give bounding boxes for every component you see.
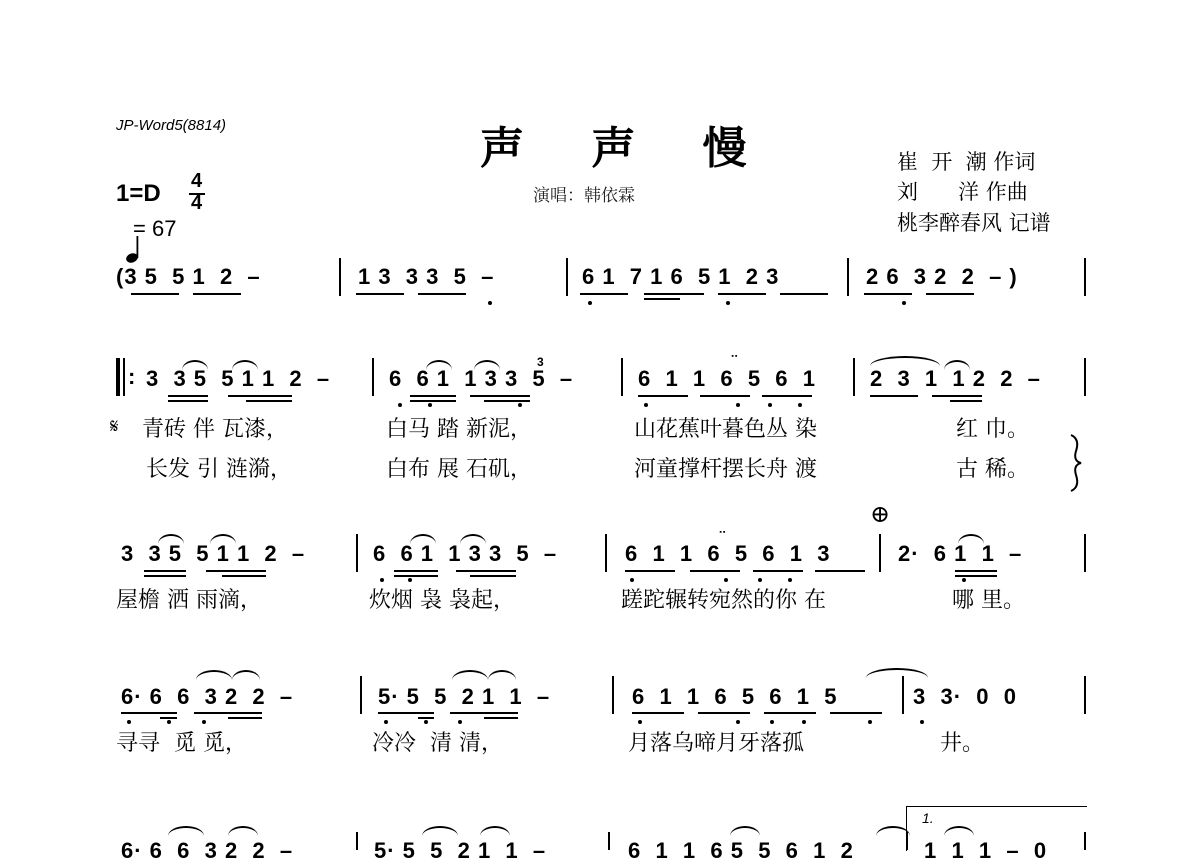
ornament-icon: ⠒ [718,526,727,540]
octave-dot [758,578,762,582]
measure-3-2: 6 6 1 1 3 3 5 – [373,541,558,566]
measure-2-3: 6 1 1 6 5 6 1 [638,366,816,391]
measure-1-3: 6 1 7 1 6 5 1 2 3 [582,264,780,289]
measure-2-2: 6 6 1 1 3 3 5 – [389,366,574,391]
beam [932,395,982,397]
beam [690,570,740,572]
octave-dot [868,720,872,724]
time-signature-top: 4 [191,170,203,192]
lyric-3-1: 屋檐 洒 雨滴， [116,588,262,613]
repeat-dots: : [128,364,137,389]
time-signature-bottom: 4 [191,192,203,214]
octave-dot [770,720,774,724]
lyric-2-5: 长发 引 涟漪， [146,457,292,482]
beam [168,400,208,402]
beam [625,570,675,572]
measure-4-2: 5· 5 5 2 1 1 – [378,684,551,709]
verse-brace-icon [1048,414,1084,516]
beam [950,400,982,402]
octave-dot [588,301,592,305]
beam [450,712,518,714]
composer-credit: 刘 洋 作曲 [897,180,1028,204]
slur [210,534,236,544]
lyric-3-4: 哪 里。 [952,588,1025,613]
barline [339,258,341,296]
beam [228,717,262,719]
octave-dot [638,720,642,724]
beam [228,395,292,397]
beam [121,712,177,714]
beam [955,570,997,572]
beam [644,298,680,300]
beam [700,395,750,397]
slur [168,826,204,836]
measure-1-2: 1 3 3 3 5 – [358,264,495,289]
octave-dot [202,720,206,724]
singer-credit: 演唱：韩依霖 [533,186,635,206]
measure-3-4: 2· 6 1 1 – [898,541,1023,566]
slur [410,534,436,544]
beam [246,400,292,402]
beam [955,575,997,577]
key-signature: 1=D [116,180,161,207]
repeat-start-barline [116,358,120,396]
measure-4-1: 6· 6 6 3 2 2 – [121,684,294,709]
barline [612,676,614,714]
barline [1084,358,1086,396]
lyric-3-2: 炊烟 袅 袅起， [369,588,515,613]
segno-icon: 𝄋 [110,414,119,438]
measure-3-1: 3 3 5 5 1 1 2 – [121,541,306,566]
slur [870,356,940,366]
barline [372,358,374,396]
octave-dot [736,720,740,724]
slur [474,360,500,370]
lyric-3-3: 蹉跎辗转宛然的你 在 [621,588,826,613]
beam [926,293,974,295]
barline [1084,676,1086,714]
octave-dot [768,403,772,407]
measure-1-4: 2 6 3 2 2 – ) [866,264,1018,289]
beam [144,575,186,577]
measure-3-3: 6 1 1 6 5 6 1 3 [625,541,831,566]
barline [847,258,849,296]
slur [182,360,208,370]
barline [853,358,855,396]
beam [222,575,266,577]
slur [460,534,486,544]
measure-2-1: 3 3 5 5 1 1 2 – [146,366,331,391]
lyric-4-4: 井。 [940,731,985,756]
slur [958,534,984,544]
beam [830,712,882,714]
measure-2-4: 2 3 1 1 2 2 – [870,366,1041,391]
octave-dot [428,403,432,407]
lyric-4-3: 月落乌啼月牙落孤 [628,731,805,756]
slur [232,360,258,370]
beam [356,293,404,295]
octave-dot [726,301,730,305]
beam [410,395,456,397]
octave-dot [644,403,648,407]
octave-dot [384,720,388,724]
measure-5-1: 6· 6 6 3 2 2 – [121,838,294,863]
beam [410,400,456,402]
measure-5-4: 1 1 1 – 0 [924,838,1048,863]
octave-dot [167,720,171,724]
octave-dot [902,301,906,305]
octave-dot [736,403,740,407]
barline [1084,534,1086,572]
beam [580,293,628,295]
octave-dot [798,403,802,407]
slur [422,826,458,836]
beam [762,395,812,397]
beam [470,395,530,397]
octave-dot [380,578,384,582]
beam [168,395,208,397]
page-title: 声 声 慢 [480,123,773,174]
beam [418,717,434,719]
slur [452,670,488,680]
barline [1084,258,1086,296]
beam [394,575,438,577]
beam [698,712,750,714]
lyric-2-7: 河童撑杆摆长舟 渡 [634,457,817,482]
beam [753,570,803,572]
beam [206,570,266,572]
barline [621,358,623,396]
measure-5-3: 6 1 1 6 5 5 6 1 2 [628,838,854,863]
barline [360,676,362,714]
barline [356,534,358,572]
beam [484,717,518,719]
measure-4-3: 6 1 1 6 5 6 1 5 [632,684,838,709]
lyric-2-8: 古 稀。 [956,457,1029,482]
octave-dot [424,720,428,724]
beam [194,712,262,714]
beam [644,293,704,295]
beam [418,293,466,295]
slur [488,670,516,680]
barline [1084,832,1086,850]
beam [456,570,516,572]
beam [160,717,177,719]
measure-4-4: 3 3· 0 0 [913,684,1017,709]
slur [228,826,258,836]
measure-1-1: (3 5 5 1 2 – [116,264,261,289]
slur [232,670,260,680]
measure-5-2: 5· 5 5 2 1 1 – [374,838,547,863]
lyric-4-1: 寻寻 觅 觅， [116,731,247,756]
volta-label: 1. [922,810,934,826]
octave-dot [802,720,806,724]
lyric-2-3: 山花蕉叶暮色丛 染 [634,417,817,442]
lyric-2-2: 白马 踏 新泥， [386,417,532,442]
slur [730,826,760,836]
tie [876,826,910,836]
software-label: JP-Word5(8814) [116,117,227,134]
lyricist-credit: 崔 开 潮 作词 [897,150,1036,174]
beam [131,293,179,295]
slur [158,534,184,544]
lyric-2-6: 白布 展 石矶， [386,457,532,482]
barline [879,534,881,572]
octave-dot [962,578,966,582]
beam [378,712,434,714]
lyric-4-2: 冷冷 清 清， [372,731,503,756]
beam [632,712,684,714]
octave-dot [920,720,924,724]
octave-dot [488,301,492,305]
beam [193,293,241,295]
beam [815,570,865,572]
octave-dot [398,403,402,407]
octave-dot [127,720,131,724]
slur [944,360,970,370]
tie [866,668,928,678]
beam [870,395,918,397]
lyric-2-1: 青砖 伴 瓦漆， [142,417,288,442]
barline [605,534,607,572]
beam [470,575,516,577]
transcriber-credit: 桃李醉春风 记谱 [897,211,1051,235]
beam [864,293,912,295]
tempo-marking: = 67 [133,216,177,241]
lyric-2-4: 红 巾。 [956,417,1029,442]
grace-note: 3 [537,355,544,369]
barline [566,258,568,296]
barline [608,832,610,850]
octave-dot [458,720,462,724]
beam [394,570,438,572]
ornament-icon: ⠒ [730,350,739,364]
octave-dot [408,578,412,582]
barline [902,676,904,714]
octave-dot [724,578,728,582]
slur [426,360,452,370]
coda-icon: ⊕ [870,500,891,528]
octave-dot [630,578,634,582]
beam [780,293,828,295]
barline [356,832,358,850]
beam [718,293,766,295]
beam [638,395,688,397]
beam [764,712,816,714]
slur [196,670,232,680]
octave-dot [518,403,522,407]
beam [484,400,530,402]
beam [144,570,186,572]
repeat-start-barline-thin [123,358,125,396]
octave-dot [788,578,792,582]
slur [480,826,510,836]
